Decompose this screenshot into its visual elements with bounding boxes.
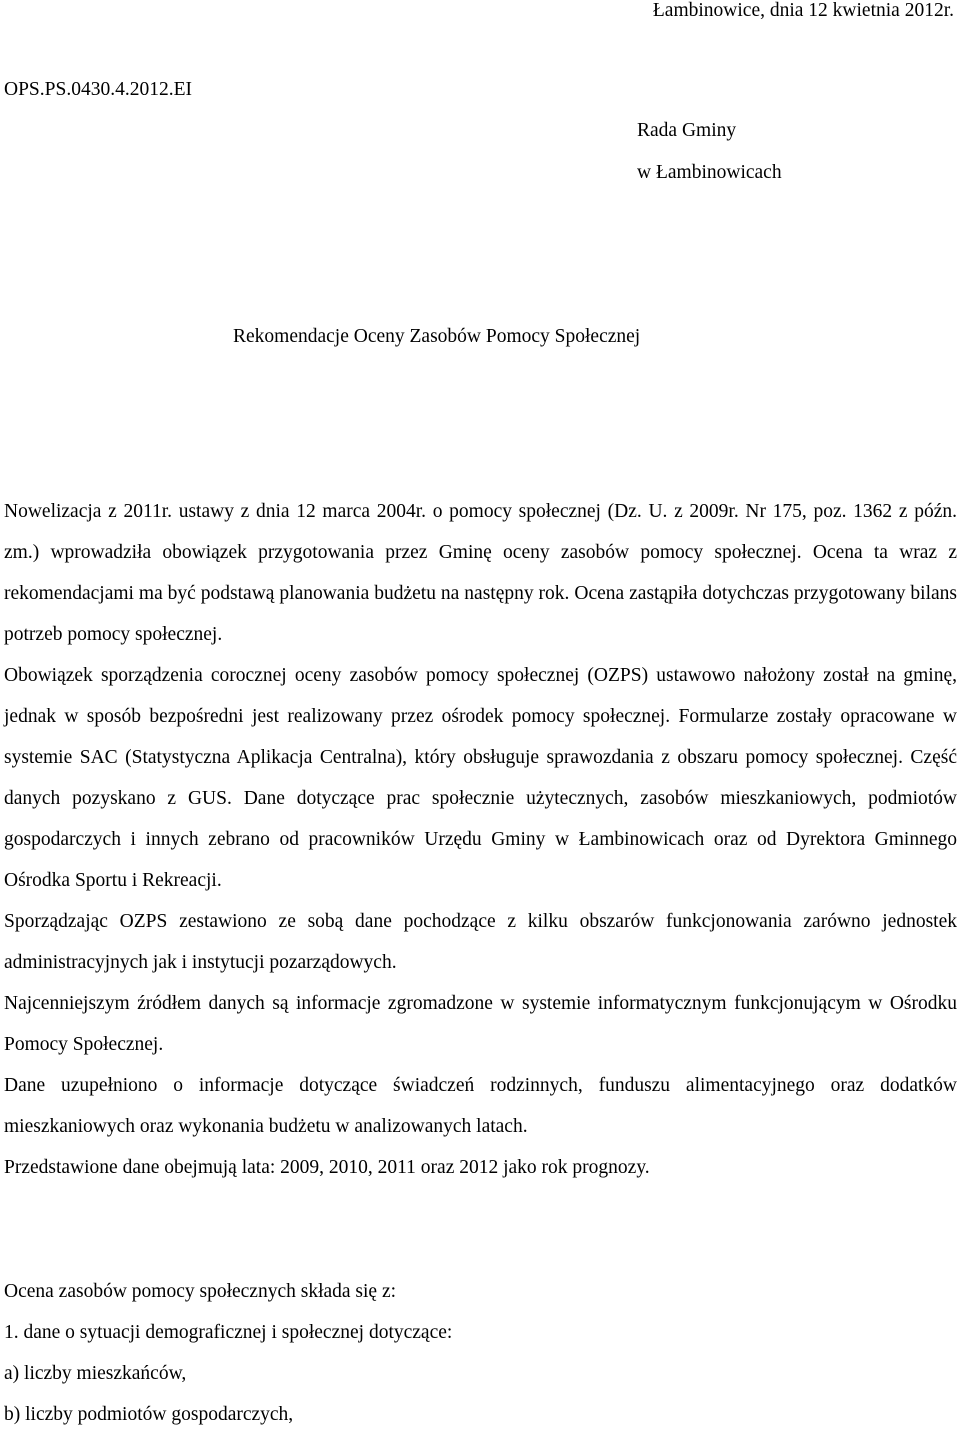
paragraph-2: Obowiązek sporządzenia corocznej oceny zasobów pomocy społecznej (OZPS) ustawowo nałożony został na gminę, jednak w sposób bezpośredni jest realizowany przez ośrodek pomocy społecznej. Formularze zostały opracowane w systemie SAC (Statystyczna Aplikacja Centralna), który obsługuje sprawozdania z obszaru pomocy społecznej. Część danych pozyskano z GUS. Dane dotyczące prac społecznie użytecznych, zasobów mieszkaniowych, podmiotów gospodarczych i innych zebrano od pracowników Urzędu Gminy w Łambinowicach oraz od Dyrektora Gminnego Ośrodka Sportu i Rekreacji. [4, 665, 957, 891]
document-title: Rekomendacje Oceny Zasobów Pomocy Społecznej [233, 326, 641, 347]
paragraph-6: Przedstawione dane obejmują lata: 2009, 2010, 2011 oraz 2012 jako rok prognozy. [4, 1157, 650, 1178]
recipient-line-1: Rada Gminy [637, 120, 737, 141]
place-date: Łambinowice, dnia 12 kwietnia 2012r. [652, 0, 954, 21]
section-intro: Ocena zasobów pomocy społecznych składa się z: [4, 1281, 397, 1302]
list-item-1: 1. dane o sytuacji demograficznej i społecznej dotyczące: [4, 1322, 453, 1343]
paragraph-5: Dane uzupełniono o informacje dotyczące świadczeń rodzinnych, funduszu alimentacyjnego oraz dodatków mieszkaniowych oraz wykonania budżetu w analizowanych latach. [4, 1075, 957, 1137]
sub-item-a: a) liczby mieszkańców, [4, 1363, 187, 1384]
document-body [4, 491, 957, 1188]
recipient-line-2: w Łambinowicach [637, 162, 782, 183]
assessment-section [4, 1271, 452, 1435]
paragraph-4: Najcenniejszym źródłem danych są informacje zgromadzone w systemie informatycznym funkcjonującym w Ośrodku Pomocy Społecznej. [4, 993, 957, 1055]
sub-item-b: b) liczby podmiotów gospodarczych, [4, 1404, 294, 1425]
paragraph-1: Nowelizacja z 2011r. ustawy z dnia 12 marca 2004r. o pomocy społecznej (Dz. U. z 2009r. Nr 175, poz. 1362 z późn. zm.) wprowadziła obowiązek przygotowania przez Gminę oceny zasobów pomocy społecznej. Ocena ta wraz z rekomendacjami ma być podstawą planowania budżetu na następny rok. Ocena zastąpiła dotychczas przygotowany bilans potrzeb pomocy społecznej. [4, 501, 957, 645]
reference-number: OPS.PS.0430.4.2012.EI [4, 79, 192, 100]
paragraph-3: Sporządzając OZPS zestawiono ze sobą dane pochodzące z kilku obszarów funkcjonowania zarówno jednostek administracyjnych jak i instytucji pozarządowych. [4, 911, 957, 973]
